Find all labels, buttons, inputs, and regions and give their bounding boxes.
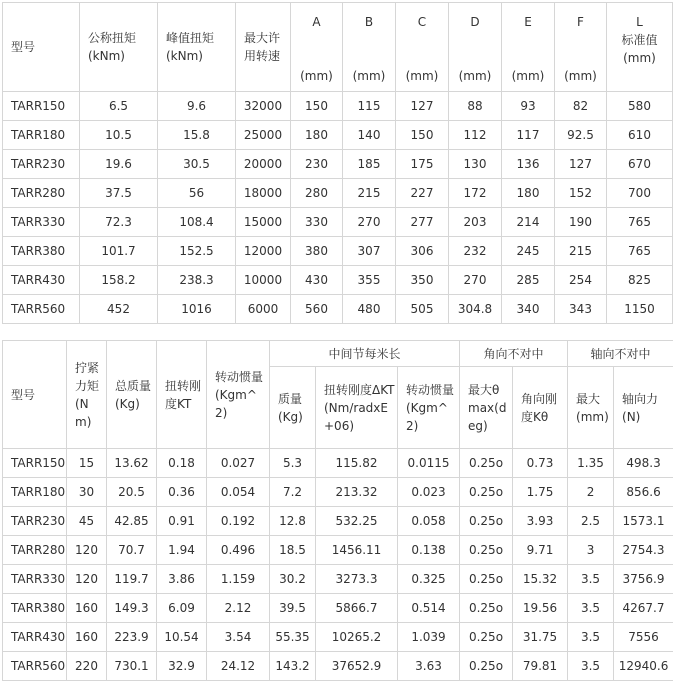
value-cell: 10.54 (157, 623, 207, 652)
header-total-mass: 总质量(Kg) (107, 341, 157, 449)
value-cell: 18000 (236, 179, 291, 208)
value-cell: 10000 (236, 266, 291, 295)
model-cell: TARR150 (3, 92, 80, 121)
header-axial-misalignment: 轴向不对中 (568, 341, 673, 367)
value-cell: 730.1 (107, 652, 157, 681)
coupling-dimensions-table (2, 2, 673, 324)
value-cell: 3756.9 (614, 565, 673, 594)
value-cell: 82 (555, 92, 607, 121)
header-D: D (mm) (449, 3, 502, 92)
value-cell: 1016 (158, 295, 236, 324)
value-cell: 215 (343, 179, 396, 208)
value-cell: 115 (343, 92, 396, 121)
model-cell: TARR230 (3, 507, 67, 536)
value-cell: 30.5 (158, 150, 236, 179)
value-cell: 1456.11 (316, 536, 398, 565)
table-row (3, 565, 673, 594)
value-cell: 0.192 (207, 507, 270, 536)
value-cell: 350 (396, 266, 449, 295)
value-cell: 1.75 (513, 478, 568, 507)
value-cell: 0.25o (460, 565, 513, 594)
value-cell: 280 (291, 179, 343, 208)
value-cell: 232 (449, 237, 502, 266)
header-model: 型号 (3, 3, 80, 92)
value-cell: 1.039 (398, 623, 460, 652)
value-cell: 149.3 (107, 594, 157, 623)
value-cell: 355 (343, 266, 396, 295)
value-cell: 0.514 (398, 594, 460, 623)
subheader-axial-force: 轴向力(N) (614, 367, 673, 449)
value-cell: 19.56 (513, 594, 568, 623)
value-cell: 45 (67, 507, 107, 536)
value-cell: 3.54 (207, 623, 270, 652)
value-cell: 203 (449, 208, 502, 237)
value-cell: 20.5 (107, 478, 157, 507)
value-cell: 9.71 (513, 536, 568, 565)
value-cell: 136 (502, 150, 555, 179)
subheader-angular-stiffness: 角向刚度Kθ (513, 367, 568, 449)
value-cell: 498.3 (614, 449, 673, 478)
value-cell: 227 (396, 179, 449, 208)
table-row (3, 121, 673, 150)
model-cell: TARR380 (3, 237, 80, 266)
value-cell: 15000 (236, 208, 291, 237)
value-cell: 0.25o (460, 594, 513, 623)
model-cell: TARR430 (3, 266, 80, 295)
value-cell: 0.023 (398, 478, 460, 507)
value-cell: 330 (291, 208, 343, 237)
value-cell: 185 (343, 150, 396, 179)
value-cell: 1.35 (568, 449, 614, 478)
table-row (3, 623, 673, 652)
table-row (3, 536, 673, 565)
value-cell: 1150 (607, 295, 673, 324)
value-cell: 0.496 (207, 536, 270, 565)
value-cell: 214 (502, 208, 555, 237)
table-row (3, 449, 673, 478)
value-cell: 1.159 (207, 565, 270, 594)
value-cell: 172 (449, 179, 502, 208)
value-cell: 230 (291, 150, 343, 179)
value-cell: 0.18 (157, 449, 207, 478)
value-cell: 452 (80, 295, 158, 324)
value-cell: 0.027 (207, 449, 270, 478)
value-cell: 7.2 (270, 478, 316, 507)
value-cell: 175 (396, 150, 449, 179)
value-cell: 0.25o (460, 536, 513, 565)
value-cell: 32000 (236, 92, 291, 121)
value-cell: 238.3 (158, 266, 236, 295)
model-cell: TARR330 (3, 208, 80, 237)
subheader-mid-stiffness: 扭转刚度ΔKT(Nm/radxE+06) (316, 367, 398, 449)
value-cell: 670 (607, 150, 673, 179)
value-cell: 3.5 (568, 623, 614, 652)
table-row (3, 652, 673, 681)
value-cell: 180 (291, 121, 343, 150)
value-cell: 130 (449, 150, 502, 179)
header-angular-misalignment: 角向不对中 (460, 341, 568, 367)
header-model: 型号 (3, 341, 67, 449)
value-cell: 152.5 (158, 237, 236, 266)
value-cell: 150 (396, 121, 449, 150)
model-cell: TARR230 (3, 150, 80, 179)
table-row (3, 92, 673, 121)
value-cell: 532.25 (316, 507, 398, 536)
value-cell: 108.4 (158, 208, 236, 237)
header-F: F (mm) (555, 3, 607, 92)
value-cell: 32.9 (157, 652, 207, 681)
value-cell: 140 (343, 121, 396, 150)
value-cell: 15 (67, 449, 107, 478)
value-cell: 30 (67, 478, 107, 507)
value-cell: 6.5 (80, 92, 158, 121)
value-cell: 0.91 (157, 507, 207, 536)
value-cell: 6000 (236, 295, 291, 324)
value-cell: 0.138 (398, 536, 460, 565)
model-cell: TARR430 (3, 623, 67, 652)
value-cell: 765 (607, 208, 673, 237)
value-cell: 180 (502, 179, 555, 208)
value-cell: 700 (607, 179, 673, 208)
value-cell: 0.325 (398, 565, 460, 594)
value-cell: 127 (396, 92, 449, 121)
value-cell: 152 (555, 179, 607, 208)
value-cell: 15.32 (513, 565, 568, 594)
value-cell: 30.2 (270, 565, 316, 594)
value-cell: 270 (449, 266, 502, 295)
value-cell: 0.25o (460, 478, 513, 507)
model-cell: TARR180 (3, 478, 67, 507)
value-cell: 2.12 (207, 594, 270, 623)
value-cell: 480 (343, 295, 396, 324)
value-cell: 3.5 (568, 594, 614, 623)
value-cell: 31.75 (513, 623, 568, 652)
value-cell: 117 (502, 121, 555, 150)
value-cell: 25000 (236, 121, 291, 150)
value-cell: 101.7 (80, 237, 158, 266)
value-cell: 343 (555, 295, 607, 324)
value-cell: 825 (607, 266, 673, 295)
header-L: L 标准值 (mm) (607, 3, 673, 92)
value-cell: 213.32 (316, 478, 398, 507)
value-cell: 765 (607, 237, 673, 266)
header-max-speed: 最大许 用转速 (236, 3, 291, 92)
value-cell: 220 (67, 652, 107, 681)
value-cell: 12.8 (270, 507, 316, 536)
value-cell: 12940.6 (614, 652, 673, 681)
value-cell: 120 (67, 536, 107, 565)
model-cell: TARR180 (3, 121, 80, 150)
value-cell: 0.25o (460, 449, 513, 478)
value-cell: 19.6 (80, 150, 158, 179)
value-cell: 20000 (236, 150, 291, 179)
value-cell: 0.25o (460, 507, 513, 536)
value-cell: 2 (568, 478, 614, 507)
table-row (3, 179, 673, 208)
value-cell: 0.73 (513, 449, 568, 478)
value-cell: 4267.7 (614, 594, 673, 623)
table-row (3, 237, 673, 266)
value-cell: 1573.1 (614, 507, 673, 536)
value-cell: 304.8 (449, 295, 502, 324)
table-row (3, 295, 673, 324)
value-cell: 119.7 (107, 565, 157, 594)
value-cell: 5.3 (270, 449, 316, 478)
value-cell: 18.5 (270, 536, 316, 565)
header-B: B (mm) (343, 3, 396, 92)
model-cell: TARR280 (3, 536, 67, 565)
value-cell: 150 (291, 92, 343, 121)
value-cell: 15.8 (158, 121, 236, 150)
value-cell: 215 (555, 237, 607, 266)
value-cell: 92.5 (555, 121, 607, 150)
table-row (3, 266, 673, 295)
value-cell: 2.5 (568, 507, 614, 536)
value-cell: 277 (396, 208, 449, 237)
value-cell: 24.12 (207, 652, 270, 681)
table-row (3, 478, 673, 507)
value-cell: 112 (449, 121, 502, 150)
model-cell: TARR150 (3, 449, 67, 478)
value-cell: 3.5 (568, 565, 614, 594)
model-cell: TARR560 (3, 652, 67, 681)
header-nominal-torque: 公称扭矩 (kNm) (80, 3, 158, 92)
value-cell: 42.85 (107, 507, 157, 536)
table-row (3, 150, 673, 179)
value-cell: 1.94 (157, 536, 207, 565)
model-cell: TARR330 (3, 565, 67, 594)
value-cell: 120 (67, 565, 107, 594)
value-cell: 306 (396, 237, 449, 266)
value-cell: 143.2 (270, 652, 316, 681)
coupling-performance-table (2, 340, 673, 681)
header-moment-of-inertia: 转动惯量(Kgm^2) (207, 341, 270, 449)
subheader-mid-inertia: 转动惯量(Kgm^2) (398, 367, 460, 449)
value-cell: 3.63 (398, 652, 460, 681)
value-cell: 245 (502, 237, 555, 266)
value-cell: 115.82 (316, 449, 398, 478)
value-cell: 610 (607, 121, 673, 150)
value-cell: 3.86 (157, 565, 207, 594)
table-row (3, 594, 673, 623)
value-cell: 285 (502, 266, 555, 295)
value-cell: 580 (607, 92, 673, 121)
model-cell: TARR380 (3, 594, 67, 623)
header-peak-torque: 峰值扭矩 (kNm) (158, 3, 236, 92)
value-cell: 0.36 (157, 478, 207, 507)
value-cell: 223.9 (107, 623, 157, 652)
value-cell: 340 (502, 295, 555, 324)
subheader-axial-max: 最大(mm) (568, 367, 614, 449)
value-cell: 158.2 (80, 266, 158, 295)
value-cell: 6.09 (157, 594, 207, 623)
header-C: C (mm) (396, 3, 449, 92)
model-cell: TARR280 (3, 179, 80, 208)
value-cell: 160 (67, 623, 107, 652)
value-cell: 2754.3 (614, 536, 673, 565)
value-cell: 10.5 (80, 121, 158, 150)
value-cell: 3.5 (568, 652, 614, 681)
subheader-mid-mass: 质量(Kg) (270, 367, 316, 449)
value-cell: 254 (555, 266, 607, 295)
value-cell: 9.6 (158, 92, 236, 121)
value-cell: 0.058 (398, 507, 460, 536)
value-cell: 12000 (236, 237, 291, 266)
table-row (3, 507, 673, 536)
value-cell: 0.25o (460, 652, 513, 681)
value-cell: 37652.9 (316, 652, 398, 681)
header-torsional-stiffness: 扭转刚度KT (157, 341, 207, 449)
value-cell: 0.25o (460, 623, 513, 652)
value-cell: 3.93 (513, 507, 568, 536)
value-cell: 88 (449, 92, 502, 121)
value-cell: 190 (555, 208, 607, 237)
subheader-angular-max: 最大θmax(deg) (460, 367, 513, 449)
model-cell: TARR560 (3, 295, 80, 324)
value-cell: 70.7 (107, 536, 157, 565)
value-cell: 79.81 (513, 652, 568, 681)
value-cell: 3 (568, 536, 614, 565)
value-cell: 0.054 (207, 478, 270, 507)
value-cell: 505 (396, 295, 449, 324)
value-cell: 5866.7 (316, 594, 398, 623)
value-cell: 72.3 (80, 208, 158, 237)
value-cell: 7556 (614, 623, 673, 652)
value-cell: 56 (158, 179, 236, 208)
value-cell: 160 (67, 594, 107, 623)
value-cell: 3273.3 (316, 565, 398, 594)
value-cell: 127 (555, 150, 607, 179)
value-cell: 380 (291, 237, 343, 266)
value-cell: 93 (502, 92, 555, 121)
table-row (3, 208, 673, 237)
value-cell: 13.62 (107, 449, 157, 478)
value-cell: 10265.2 (316, 623, 398, 652)
value-cell: 856.6 (614, 478, 673, 507)
value-cell: 560 (291, 295, 343, 324)
header-A: A (mm) (291, 3, 343, 92)
header-tightening-torque: 拧紧力矩(Nm) (67, 341, 107, 449)
value-cell: 37.5 (80, 179, 158, 208)
value-cell: 270 (343, 208, 396, 237)
header-middle-section-per-meter: 中间节每米长 (270, 341, 460, 367)
value-cell: 430 (291, 266, 343, 295)
value-cell: 55.35 (270, 623, 316, 652)
value-cell: 39.5 (270, 594, 316, 623)
value-cell: 307 (343, 237, 396, 266)
header-E: E (mm) (502, 3, 555, 92)
value-cell: 0.0115 (398, 449, 460, 478)
